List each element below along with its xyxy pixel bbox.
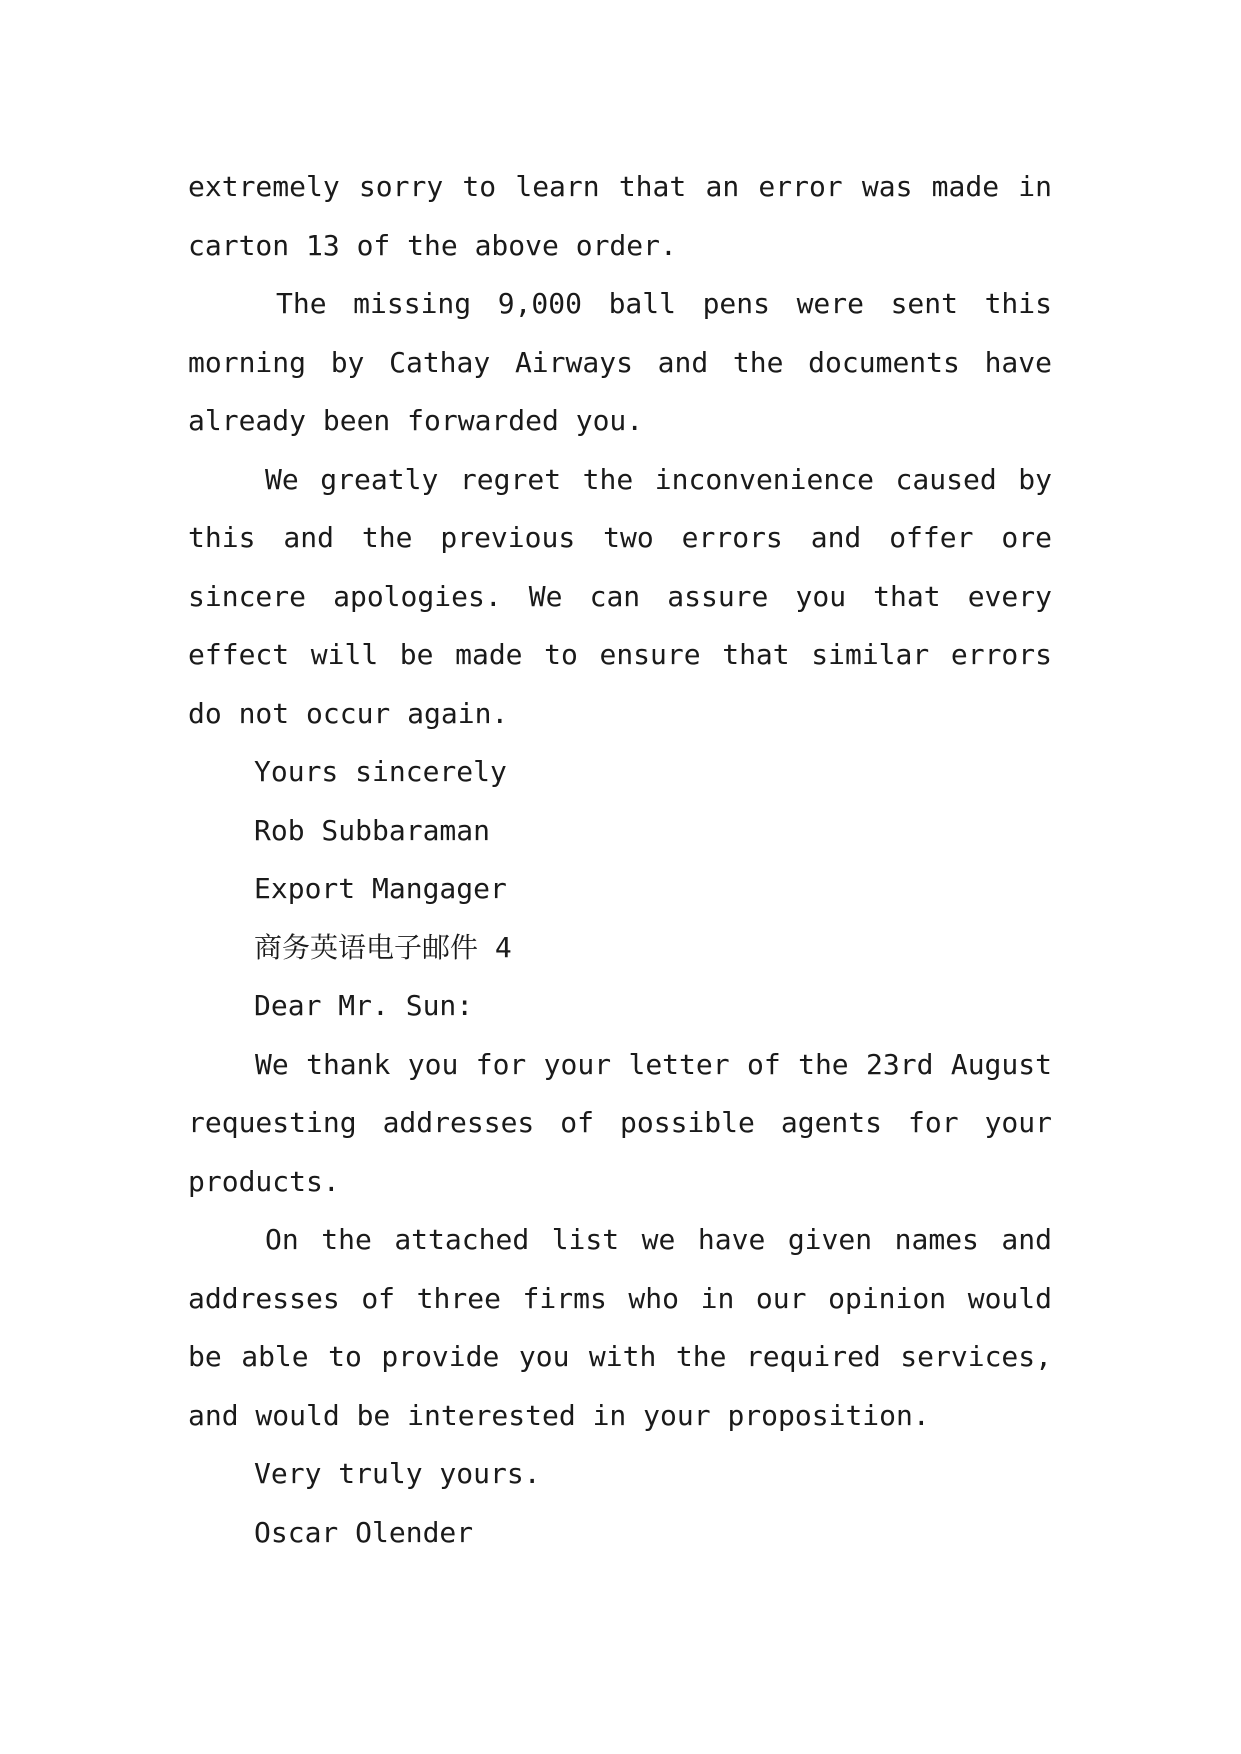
- paragraph-start-line: We thank you for your letter of the 23rd August: [255, 1047, 1052, 1081]
- closing-line: Yours sincerely: [254, 755, 507, 788]
- salutation: Dear Mr. Sun:: [254, 989, 474, 1022]
- text-line: be able to provide you with the required services,: [188, 1340, 1052, 1373]
- text-line: this and the previous two errors and offer ore: [188, 521, 1052, 554]
- closing-line: Very truly yours.: [254, 1457, 541, 1490]
- text-line: morning by Cathay Airways and the documents have: [188, 345, 1052, 379]
- text-line: effect will be made to ensure that similar errors: [188, 638, 1052, 671]
- paragraph-start-line: The missing 9,000 ball pens were sent this: [276, 287, 1052, 320]
- signature-name: Rob Subbaraman: [254, 813, 491, 847]
- text-line: addresses of three firms who in our opinion would: [188, 1281, 1052, 1315]
- paragraph-start-line: We greatly regret the inconvenience caused by: [265, 462, 1052, 496]
- text-line: requesting addresses of possible agents for your: [188, 1106, 1052, 1139]
- text-line: sincere apologies. We can assure you that every: [188, 579, 1052, 613]
- signature-title: Export Mangager: [254, 872, 507, 905]
- signature-name: Oscar Olender: [254, 1515, 474, 1549]
- paragraph-start-line: On the attached list we have given names and: [265, 1223, 1052, 1256]
- text-line: products.: [188, 1164, 340, 1198]
- text-line: carton 13 of the above order.: [188, 228, 677, 262]
- text-line: and would be interested in your proposition.: [188, 1398, 930, 1432]
- text-line: extremely sorry to learn that an error was made in: [188, 170, 1052, 203]
- text-line: already been forwarded you.: [188, 404, 644, 437]
- section-heading: 商务英语电子邮件 4: [254, 930, 512, 964]
- letter-body: [188, 158, 1052, 1562]
- text-line: do not occur again.: [188, 696, 509, 730]
